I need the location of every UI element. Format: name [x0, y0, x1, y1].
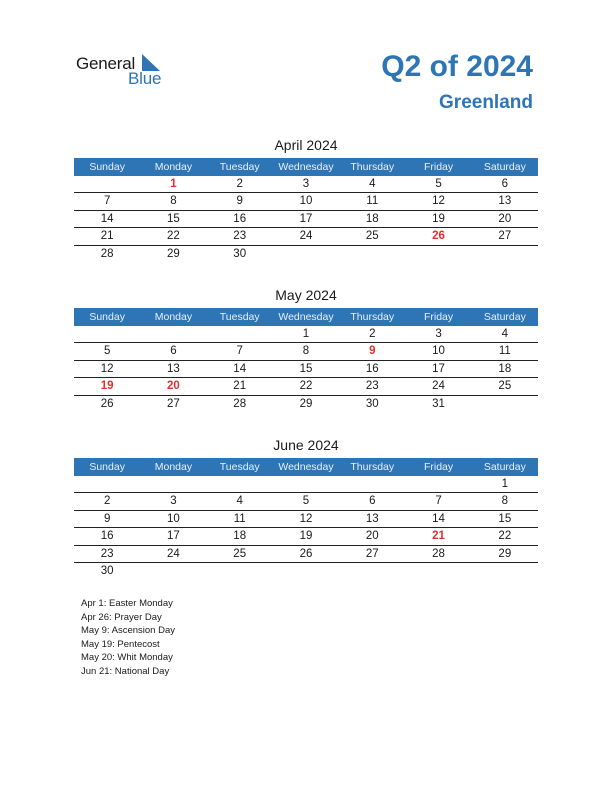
date-cell: 7 — [236, 345, 243, 358]
week-row — [74, 343, 538, 360]
date-cell — [339, 563, 405, 580]
date-cell: 8 — [302, 345, 310, 358]
date-cell — [405, 476, 471, 492]
weekday-header — [74, 458, 538, 476]
date-cell: 11 — [366, 195, 379, 208]
logo — [76, 52, 176, 88]
holiday-note: Apr 1: Easter Monday — [81, 598, 173, 609]
date-cell: 7 — [103, 195, 111, 208]
date-cell: 4 — [236, 495, 243, 508]
weekday-label: Sunday — [89, 161, 125, 173]
date-cell: 28 — [432, 547, 445, 560]
weekday-label: Wednesday — [278, 161, 334, 173]
week-row — [74, 211, 538, 228]
date-cell — [273, 476, 339, 492]
week-row — [74, 528, 538, 545]
date-cell: 19 — [432, 212, 445, 225]
date-cell — [74, 176, 140, 192]
date-cell — [405, 246, 471, 263]
weekday-header — [74, 308, 538, 326]
date-cell: 31 — [432, 397, 445, 410]
holiday-note: Apr 26: Prayer Day — [81, 611, 162, 623]
date-cell: 15 — [299, 362, 313, 375]
date-cell — [140, 326, 206, 342]
date-cell: 14 — [233, 362, 247, 375]
date-cell: 11 — [233, 512, 246, 525]
week-row — [74, 396, 538, 413]
holiday-date: 20 — [167, 380, 180, 393]
date-cell: 1 — [501, 478, 509, 490]
date-cell: 3 — [302, 178, 310, 190]
date-cell: 25 — [498, 380, 512, 393]
date-cell: 24 — [299, 230, 313, 243]
week-row — [74, 246, 538, 263]
date-cell: 15 — [167, 212, 180, 225]
date-cell: 18 — [233, 530, 247, 543]
holiday-date: 26 — [432, 230, 445, 243]
holiday-notes — [81, 597, 175, 679]
date-cell: 27 — [498, 230, 512, 243]
logo-word-blue: Blue — [128, 69, 162, 88]
date-cell: 23 — [100, 547, 114, 560]
date-cell: 21 — [100, 230, 114, 243]
date-cell: 4 — [369, 178, 376, 190]
month-title: May 2024 — [275, 287, 337, 303]
date-cell: 22 — [167, 230, 180, 243]
month-title: June 2024 — [273, 437, 339, 453]
date-cell: 17 — [167, 530, 180, 543]
holiday-date: 1 — [170, 178, 177, 190]
date-cell: 10 — [299, 195, 313, 208]
date-cell: 8 — [501, 495, 509, 508]
date-cell: 15 — [498, 512, 512, 525]
date-cell — [472, 563, 538, 580]
date-cell: 20 — [498, 212, 512, 225]
date-cell — [207, 563, 273, 580]
date-cell: 10 — [432, 345, 445, 358]
date-cell — [472, 396, 538, 413]
date-cell: 28 — [233, 397, 247, 410]
holiday-date: 19 — [100, 380, 114, 393]
week-row — [74, 546, 538, 563]
date-cell: 8 — [170, 195, 177, 208]
month-title: April 2024 — [274, 137, 338, 153]
date-cell: 17 — [299, 212, 313, 225]
weekday-header — [74, 158, 538, 176]
holiday-date: 21 — [432, 530, 445, 543]
date-cell: 16 — [100, 530, 114, 543]
date-cell: 30 — [233, 247, 247, 260]
holiday-note: May 20: Whit Monday — [81, 652, 173, 664]
date-cell: 5 — [302, 495, 310, 508]
weekday-label: Friday — [423, 461, 454, 473]
holiday-note: May 19: Pentecost — [81, 638, 160, 650]
date-cell: 16 — [365, 362, 379, 375]
month-calendar — [74, 136, 538, 263]
date-cell: 11 — [498, 345, 511, 358]
date-cell: 2 — [103, 495, 111, 508]
weekday-label: Friday — [423, 161, 454, 173]
date-cell: 18 — [365, 212, 379, 225]
date-cell: 16 — [233, 212, 247, 225]
date-cell: 18 — [498, 362, 512, 375]
date-cell: 6 — [501, 178, 509, 190]
week-row — [74, 378, 538, 395]
holiday-note: May 9: Ascension Day — [81, 625, 175, 637]
date-cell: 29 — [167, 247, 180, 260]
weekday-label: Saturday — [483, 311, 526, 323]
date-cell: 17 — [432, 362, 445, 375]
date-cell: 6 — [369, 495, 376, 508]
date-cell — [74, 326, 140, 342]
date-cell: 29 — [498, 547, 512, 560]
date-cell: 20 — [365, 530, 379, 543]
week-row — [74, 563, 538, 580]
date-cell: 30 — [100, 564, 114, 577]
weekday-label: Monday — [154, 461, 193, 473]
date-cell: 13 — [498, 195, 512, 208]
date-cell: 25 — [233, 547, 247, 560]
week-row — [74, 493, 538, 510]
date-cell: 1 — [302, 328, 310, 340]
date-cell — [207, 326, 273, 342]
page-title: Q2 of 2024 — [381, 50, 533, 83]
date-cell: 29 — [299, 397, 313, 410]
weekday-label: Friday — [423, 311, 454, 323]
date-cell: 21 — [233, 380, 247, 393]
weekday-label: Thursday — [350, 161, 395, 173]
date-cell — [339, 476, 405, 492]
date-cell: 3 — [435, 328, 442, 340]
date-cell: 3 — [170, 495, 177, 508]
weekday-label: Sunday — [89, 311, 125, 323]
date-cell: 28 — [100, 247, 114, 260]
week-row — [74, 326, 538, 343]
date-cell — [405, 563, 471, 580]
date-cell: 22 — [498, 530, 512, 543]
weekday-label: Wednesday — [278, 461, 334, 473]
date-cell — [273, 246, 339, 263]
date-cell: 23 — [233, 230, 247, 243]
date-cell — [140, 476, 206, 492]
weekday-label: Thursday — [350, 461, 395, 473]
date-cell: 22 — [299, 380, 313, 393]
date-cell: 10 — [167, 512, 180, 525]
holiday-note: Jun 21: National Day — [81, 665, 170, 677]
weekday-label: Thursday — [350, 311, 395, 323]
date-cell: 12 — [100, 362, 114, 375]
date-cell: 19 — [299, 530, 313, 543]
logo-word-general: General — [76, 54, 136, 73]
date-cell: 9 — [103, 512, 111, 525]
weekday-label: Tuesday — [219, 461, 260, 473]
date-cell — [140, 563, 206, 580]
weekday-label: Monday — [154, 311, 193, 323]
date-cell — [74, 476, 140, 492]
date-cell — [207, 476, 273, 492]
date-cell: 14 — [100, 212, 114, 225]
date-cell: 26 — [299, 547, 313, 560]
weekday-label: Tuesday — [219, 161, 260, 173]
date-cell: 23 — [365, 380, 379, 393]
date-cell: 5 — [103, 345, 111, 358]
date-cell: 6 — [170, 345, 177, 358]
date-cell: 2 — [369, 328, 376, 340]
date-cell: 24 — [432, 380, 445, 393]
date-cell: 5 — [435, 178, 442, 190]
week-row — [74, 228, 538, 245]
date-cell: 12 — [432, 195, 445, 208]
month-calendar — [74, 286, 538, 413]
holiday-date: 9 — [369, 345, 376, 358]
date-cell: 27 — [365, 547, 379, 560]
weekday-label: Wednesday — [278, 311, 334, 323]
date-cell: 12 — [299, 512, 313, 525]
date-cell: 9 — [236, 195, 243, 208]
date-cell: 13 — [365, 512, 379, 525]
date-cell — [273, 563, 339, 580]
week-row — [74, 511, 538, 528]
date-cell: 2 — [236, 178, 243, 190]
date-cell: 25 — [365, 230, 379, 243]
month-calendar — [74, 436, 538, 580]
date-cell — [339, 246, 405, 263]
page-subtitle: Greenland — [439, 92, 533, 113]
weekday-label: Sunday — [89, 461, 125, 473]
date-cell: 30 — [365, 397, 379, 410]
date-cell: 24 — [167, 547, 180, 560]
date-cell: 27 — [167, 397, 180, 410]
date-cell — [472, 246, 538, 263]
weekday-label: Tuesday — [219, 311, 260, 323]
date-cell: 7 — [435, 495, 442, 508]
week-row — [74, 476, 538, 493]
weekday-label: Saturday — [483, 161, 526, 173]
date-cell: 14 — [432, 512, 445, 525]
weekday-label: Saturday — [483, 461, 526, 473]
date-cell: 26 — [100, 397, 114, 410]
date-cell: 4 — [501, 328, 509, 340]
weekday-label: Monday — [154, 161, 193, 173]
week-row — [74, 193, 538, 210]
week-row — [74, 176, 538, 193]
week-row — [74, 361, 538, 378]
date-cell: 13 — [167, 362, 180, 375]
